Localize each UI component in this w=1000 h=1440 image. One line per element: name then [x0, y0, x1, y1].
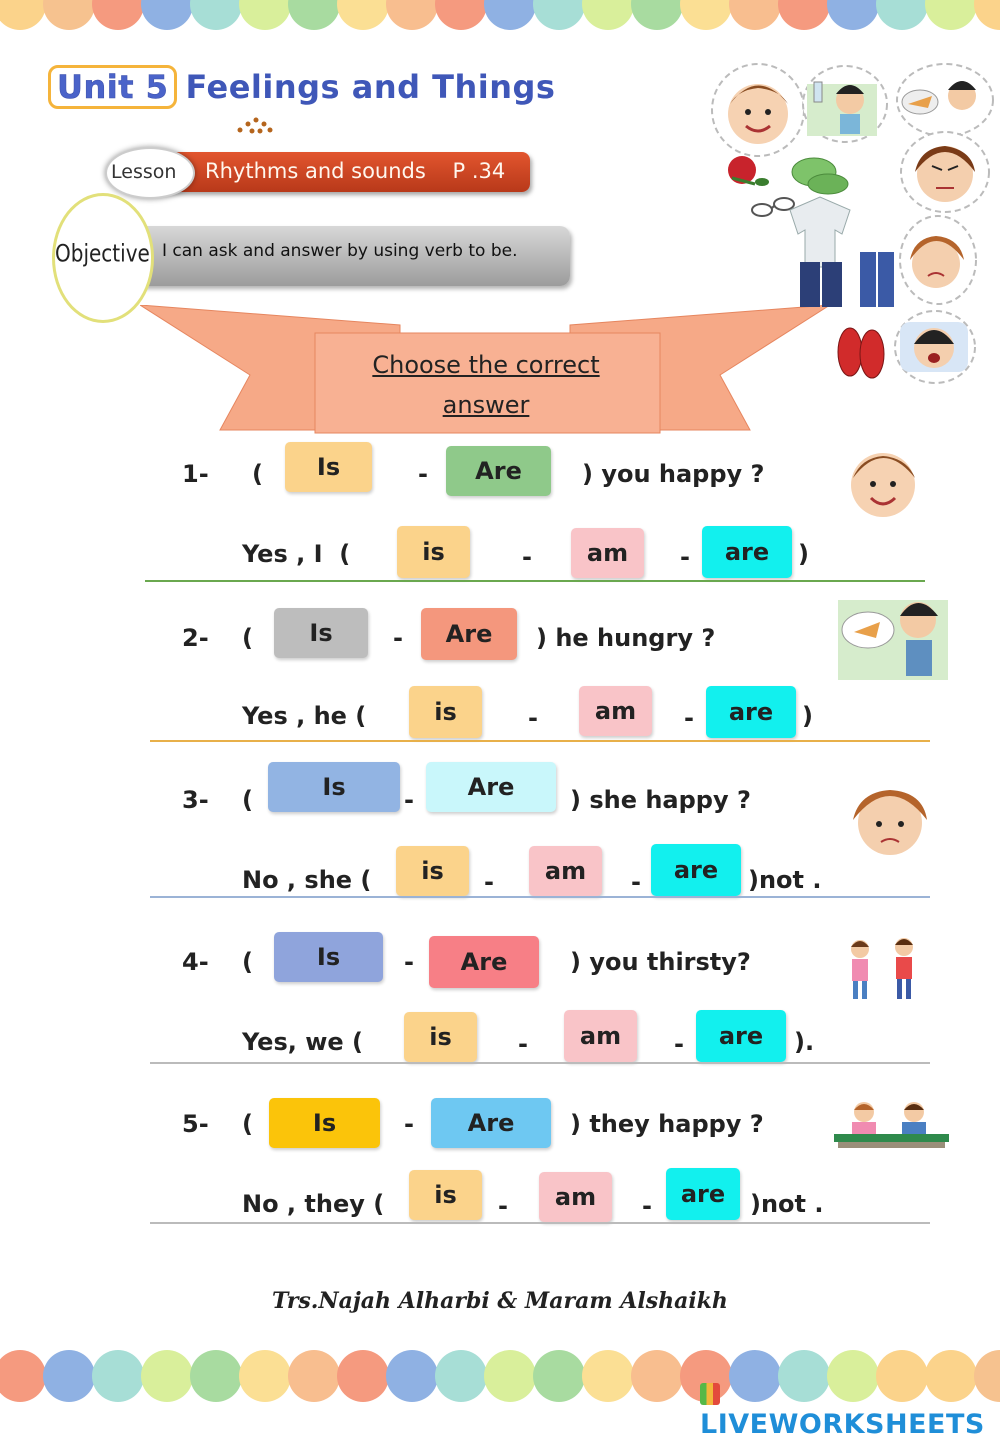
- scallop-dot: [484, 0, 536, 30]
- page-title: [48, 68, 555, 106]
- scallop-dot: [680, 0, 732, 30]
- q1-answer-lead: Yes , I (: [242, 540, 351, 568]
- clothes-icon: [790, 197, 894, 307]
- brand-logo: [700, 1378, 1000, 1440]
- q3-answer-dash-2: -: [631, 868, 641, 896]
- q2-answer-end: ): [802, 702, 813, 730]
- q1-answer-dash-1: -: [522, 543, 532, 571]
- q5-number: 5-: [182, 1110, 209, 1138]
- q1-number: 1-: [182, 460, 209, 488]
- scallop-dot: [190, 0, 242, 30]
- q1-answer-end: ): [798, 540, 809, 568]
- q5-open-paren: (: [242, 1110, 253, 1138]
- q2-answer-are-button[interactable]: are: [706, 686, 796, 738]
- q4-dash: -: [404, 948, 414, 976]
- scallop-dot: [0, 0, 46, 30]
- scallop-dot: [827, 0, 879, 30]
- q1-question-text: ) you happy ?: [582, 460, 765, 488]
- q5-option-are-button[interactable]: Are: [431, 1098, 551, 1148]
- q4-divider: [150, 1062, 930, 1064]
- author-credit: Trs.Najah Alharbi & Maram Alshaikh: [272, 1288, 728, 1314]
- rose-icon: [728, 156, 769, 186]
- q5-answer-lead: No , they (: [242, 1190, 385, 1218]
- scallop-dot: [141, 1350, 193, 1402]
- q2-number: 2-: [182, 624, 209, 652]
- boy-happy-question-icon: [843, 440, 923, 525]
- q5-question-text: ) they happy ?: [570, 1110, 764, 1138]
- scallop-dot: [582, 1350, 634, 1402]
- q2-answer-am-button[interactable]: am: [579, 686, 652, 736]
- scallop-dot: [631, 0, 683, 30]
- scallop-dot: [337, 0, 389, 30]
- q4-answer-dash-2: -: [674, 1030, 684, 1058]
- q4-answer-am-button[interactable]: am: [564, 1010, 637, 1062]
- glasses-icon: [752, 198, 794, 216]
- q5-option-is-button[interactable]: Is: [269, 1098, 380, 1148]
- scallop-dot: [337, 1350, 389, 1402]
- q3-option-are-button[interactable]: Are: [426, 762, 556, 812]
- scallop-dot: [239, 1350, 291, 1402]
- scallop-dot: [43, 0, 95, 30]
- scallop-dot: [631, 1350, 683, 1402]
- q3-dash: -: [404, 786, 414, 814]
- q4-open-paren: (: [242, 948, 253, 976]
- q5-answer-dash-2: -: [642, 1192, 652, 1220]
- q5-answer-am-button[interactable]: am: [539, 1172, 612, 1222]
- kids-desk-icon: [834, 1098, 949, 1153]
- lesson-text: Rhythms and sounds P .34: [205, 159, 506, 183]
- scallop-dot: [435, 1350, 487, 1402]
- q4-option-is-button[interactable]: Is: [274, 932, 383, 982]
- q3-answer-lead: No , she (: [242, 866, 372, 894]
- q3-answer-end: )not .: [748, 866, 822, 894]
- boy-thirsty-icon: [803, 66, 887, 142]
- q1-answer-are-button[interactable]: are: [702, 526, 792, 578]
- brand-text: LIVEWORKSHEETS: [700, 1409, 985, 1440]
- scallop-dot: [0, 1350, 46, 1402]
- q2-divider: [150, 740, 930, 742]
- q3-divider: [150, 896, 930, 898]
- q3-answer-dash-1: -: [484, 868, 494, 896]
- unit-title: Feelings and Things: [185, 68, 556, 106]
- scallop-dot: [141, 0, 193, 30]
- q2-question-text: ) he hungry ?: [536, 624, 716, 652]
- q4-answer-is-button[interactable]: is: [404, 1012, 477, 1062]
- objective-label-circle: [52, 193, 154, 323]
- q2-option-are-button[interactable]: Are: [421, 608, 517, 660]
- q3-answer-is-button[interactable]: is: [396, 846, 469, 896]
- q5-divider: [150, 1222, 930, 1224]
- q2-answer-is-button[interactable]: is: [409, 686, 482, 738]
- instruction-line-1: Choose the correct: [372, 351, 600, 379]
- q5-dash: -: [404, 1110, 414, 1138]
- scallop-dot: [974, 0, 1000, 30]
- decor-dots-icon: [230, 115, 280, 140]
- q1-option-is-button[interactable]: Is: [285, 442, 372, 492]
- scallop-dot: [729, 0, 781, 30]
- girl-sad-icon: [845, 778, 935, 863]
- red-shoes-icon: [838, 328, 884, 378]
- q4-answer-end: ).: [794, 1028, 815, 1056]
- scallop-dot: [484, 1350, 536, 1402]
- q1-option-are-button[interactable]: Are: [446, 446, 551, 496]
- brand-icon: [700, 1383, 720, 1405]
- q2-open-paren: (: [242, 624, 253, 652]
- scallop-dot: [435, 0, 487, 30]
- unit-label: Unit 5: [48, 65, 177, 109]
- scallop-dot: [925, 0, 977, 30]
- q3-open-paren: (: [242, 786, 253, 814]
- q1-divider: [145, 580, 925, 582]
- scallop-dot: [92, 1350, 144, 1402]
- q3-option-is-button[interactable]: Is: [268, 762, 400, 812]
- scallop-dot: [582, 0, 634, 30]
- scallop-dot: [288, 1350, 340, 1402]
- boy-happy-icon: [712, 64, 804, 156]
- scallop-dot: [533, 0, 585, 30]
- q4-option-are-button[interactable]: Are: [429, 936, 539, 988]
- objective-label: Objective: [55, 238, 150, 268]
- q5-answer-dash-1: -: [498, 1192, 508, 1220]
- q2-option-is-button[interactable]: Is: [274, 608, 368, 658]
- lesson-bar: [150, 152, 530, 192]
- girl-sad-small-icon: [900, 216, 976, 304]
- objective-text: I can ask and answer by using verb to be.: [162, 241, 518, 261]
- top-border: [0, 0, 1000, 60]
- lesson-label-pill: [105, 147, 195, 199]
- q2-answer-lead: Yes , he (: [242, 702, 367, 730]
- girl-angry-icon: [901, 132, 989, 212]
- q3-number: 3-: [182, 786, 209, 814]
- q4-answer-lead: Yes, we (: [242, 1028, 363, 1056]
- q1-answer-am-button[interactable]: am: [571, 528, 644, 578]
- objective-bar: [140, 226, 570, 286]
- kids-drinking-icon: [842, 935, 922, 1005]
- scallop-dot: [876, 0, 928, 30]
- feelings-illustrations: [710, 62, 1000, 392]
- q3-answer-are-button[interactable]: are: [651, 844, 741, 896]
- scallop-dot: [533, 1350, 585, 1402]
- scallop-dot: [778, 0, 830, 30]
- q3-question-text: ) she happy ?: [570, 786, 751, 814]
- q4-answer-dash-1: -: [518, 1030, 528, 1058]
- boy-hungry-icon: [897, 64, 993, 136]
- q3-answer-am-button[interactable]: am: [529, 846, 602, 896]
- lesson-label: Lesson: [111, 161, 177, 183]
- q2-answer-dash-2: -: [684, 704, 694, 732]
- scallop-dot: [288, 0, 340, 30]
- q2-dash: -: [393, 624, 403, 652]
- q1-dash: -: [418, 460, 428, 488]
- instruction-text: [316, 345, 656, 425]
- q1-open-paren: (: [252, 460, 263, 488]
- scallop-dot: [386, 1350, 438, 1402]
- scallop-dot: [190, 1350, 242, 1402]
- scallop-dot: [386, 0, 438, 30]
- q1-answer-dash-2: -: [680, 543, 690, 571]
- instruction-line-2: answer: [442, 391, 530, 419]
- girl-scared-icon: [895, 311, 975, 383]
- scallop-dot: [239, 0, 291, 30]
- q4-number: 4-: [182, 948, 209, 976]
- scallop-dot: [92, 0, 144, 30]
- q1-answer-is-button[interactable]: is: [397, 526, 470, 578]
- q5-answer-are-button[interactable]: are: [666, 1168, 740, 1220]
- q2-answer-dash-1: -: [528, 704, 538, 732]
- q4-answer-are-button[interactable]: are: [696, 1010, 786, 1062]
- boy-hungry-question-icon: [838, 590, 948, 680]
- scallop-dot: [43, 1350, 95, 1402]
- shoes-icon: [792, 158, 848, 194]
- q5-answer-is-button[interactable]: is: [409, 1170, 482, 1220]
- q5-answer-end: )not .: [750, 1190, 824, 1218]
- q4-question-text: ) you thirsty?: [570, 948, 751, 976]
